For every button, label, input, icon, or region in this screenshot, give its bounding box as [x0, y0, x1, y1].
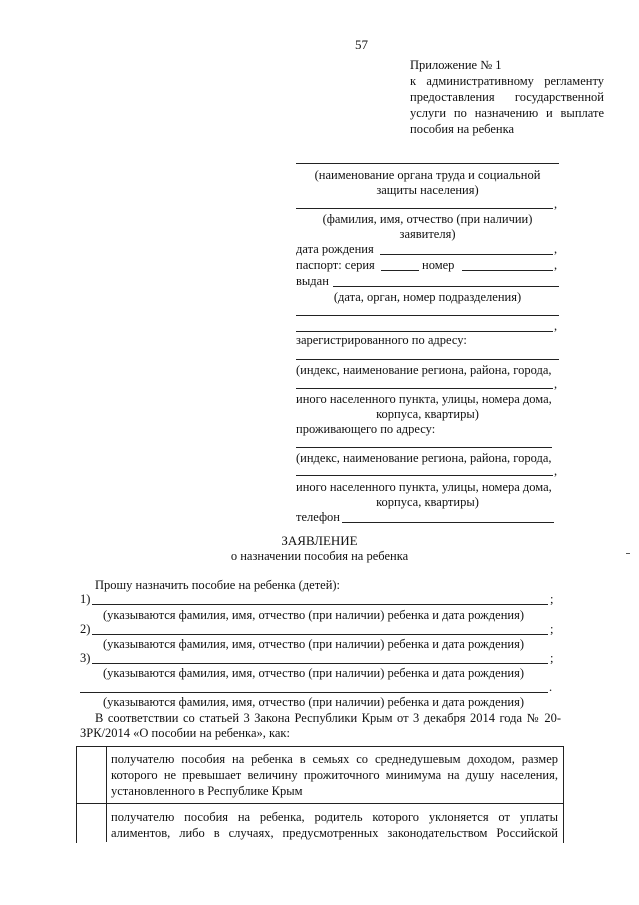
option-2-text: алиментов, либо в случаях, предусмотренных законодательством Российской: [111, 826, 558, 840]
comma: ,: [554, 258, 558, 272]
child-hint: (указываются фамилия, имя, отчество (при наличии) ребенка и дата рождения): [103, 608, 524, 622]
living-address-field-2[interactable]: [296, 475, 553, 476]
table-column-divider: [106, 746, 107, 842]
option-1-checkbox-cell[interactable]: [77, 747, 105, 802]
child-1-field[interactable]: [92, 604, 548, 605]
passport-number-field[interactable]: [462, 270, 553, 271]
semicolon: ;: [550, 651, 554, 665]
child-3-field[interactable]: [92, 663, 548, 664]
period: .: [549, 680, 553, 694]
passport-series-field[interactable]: [381, 270, 419, 271]
child-item-number: 3): [80, 651, 91, 665]
comma: ,: [554, 464, 558, 478]
applicant-fio-field[interactable]: [296, 208, 553, 209]
semicolon: ;: [550, 592, 554, 606]
organ-hint: защиты населения): [376, 183, 479, 197]
child-item-number: 2): [80, 622, 91, 636]
law-reference: В соответствии со статьей 3 Закона Республики Крым от 3 декабря 2014 года № 20-: [95, 711, 561, 725]
issued-field-2[interactable]: [296, 315, 559, 316]
appendix-line: предоставления государственной: [410, 90, 604, 104]
statement-subtitle: о назначении пособия на ребенка: [230, 549, 409, 563]
issued-field-3[interactable]: [296, 331, 553, 332]
phone-field[interactable]: [342, 522, 554, 523]
fio-hint: (фамилия, имя, отчество (при наличии): [322, 212, 533, 226]
table-row-divider: [76, 803, 563, 804]
registered-address-field-2[interactable]: [296, 388, 553, 389]
comma: ,: [554, 197, 558, 211]
child-hint: (указываются фамилия, имя, отчество (при наличии) ребенка и дата рождения): [103, 695, 524, 709]
child-hint: (указываются фамилия, имя, отчество (при наличии) ребенка и дата рождения): [103, 666, 524, 680]
organ-name-field[interactable]: [296, 163, 559, 164]
living-address-label: проживающего по адресу:: [296, 422, 436, 436]
child-item-number: 1): [80, 592, 91, 606]
comma: ,: [554, 377, 558, 391]
child-2-field[interactable]: [92, 634, 548, 635]
birth-date-label: дата рождения: [296, 242, 374, 256]
address-hint: иного населенного пункта, улицы, номера дома,: [296, 392, 552, 406]
appendix-line: к административному регламенту: [410, 74, 604, 88]
organ-hint: (наименование органа труда и социальной: [314, 168, 541, 182]
fio-hint: заявителя): [399, 227, 456, 241]
registered-address-field[interactable]: [296, 359, 559, 360]
address-hint: иного населенного пункта, улицы, номера дома,: [296, 480, 552, 494]
birth-date-field[interactable]: [380, 254, 553, 255]
issued-field[interactable]: [333, 286, 559, 287]
semicolon: ;: [550, 622, 554, 636]
option-1-text: которого не превышает величину прожиточного минимума на душу населения,: [111, 768, 558, 782]
option-1-text: установленного в Республике Крым: [111, 784, 303, 798]
address-hint: корпуса, квартиры): [376, 407, 479, 421]
address-hint: (индекс, наименование региона, района, города,: [296, 363, 552, 377]
passport-series-label: паспорт: серия: [296, 258, 375, 272]
registered-address-label: зарегистрированного по адресу:: [296, 333, 467, 347]
passport-number-label: номер: [422, 258, 455, 272]
scan-artifact: [626, 553, 630, 554]
page-number: 57: [355, 37, 368, 52]
appendix-line: услуги по назначению и выплате: [410, 106, 604, 120]
option-2-checkbox-cell[interactable]: [77, 804, 105, 842]
issued-label: выдан: [296, 274, 329, 288]
issued-hint: (дата, орган, номер подразделения): [333, 290, 522, 304]
comma: ,: [554, 242, 558, 256]
appendix-title: Приложение № 1: [410, 58, 502, 72]
option-2-text: получателю пособия на ребенка, родитель которого уклоняется от уплаты: [111, 810, 558, 824]
address-hint: (индекс, наименование региона, района, города,: [296, 451, 552, 465]
child-hint: (указываются фамилия, имя, отчество (при наличии) ребенка и дата рождения): [103, 637, 524, 651]
option-1-text: получателю пособия на ребенка в семьях со среднедушевым доходом, размер: [111, 752, 558, 766]
phone-label: телефон: [296, 510, 340, 524]
appendix-line: пособия на ребенка: [410, 122, 514, 136]
statement-title: ЗАЯВЛЕНИЕ: [281, 533, 358, 548]
living-address-field[interactable]: [296, 447, 552, 448]
request-text: Прошу назначить пособие на ребенка (детей):: [95, 578, 341, 592]
child-4-field[interactable]: [80, 692, 548, 693]
comma: ,: [554, 319, 558, 333]
address-hint: корпуса, квартиры): [376, 495, 479, 509]
law-reference: ЗРК/2014 «О пособии на ребенка», как:: [80, 726, 290, 740]
